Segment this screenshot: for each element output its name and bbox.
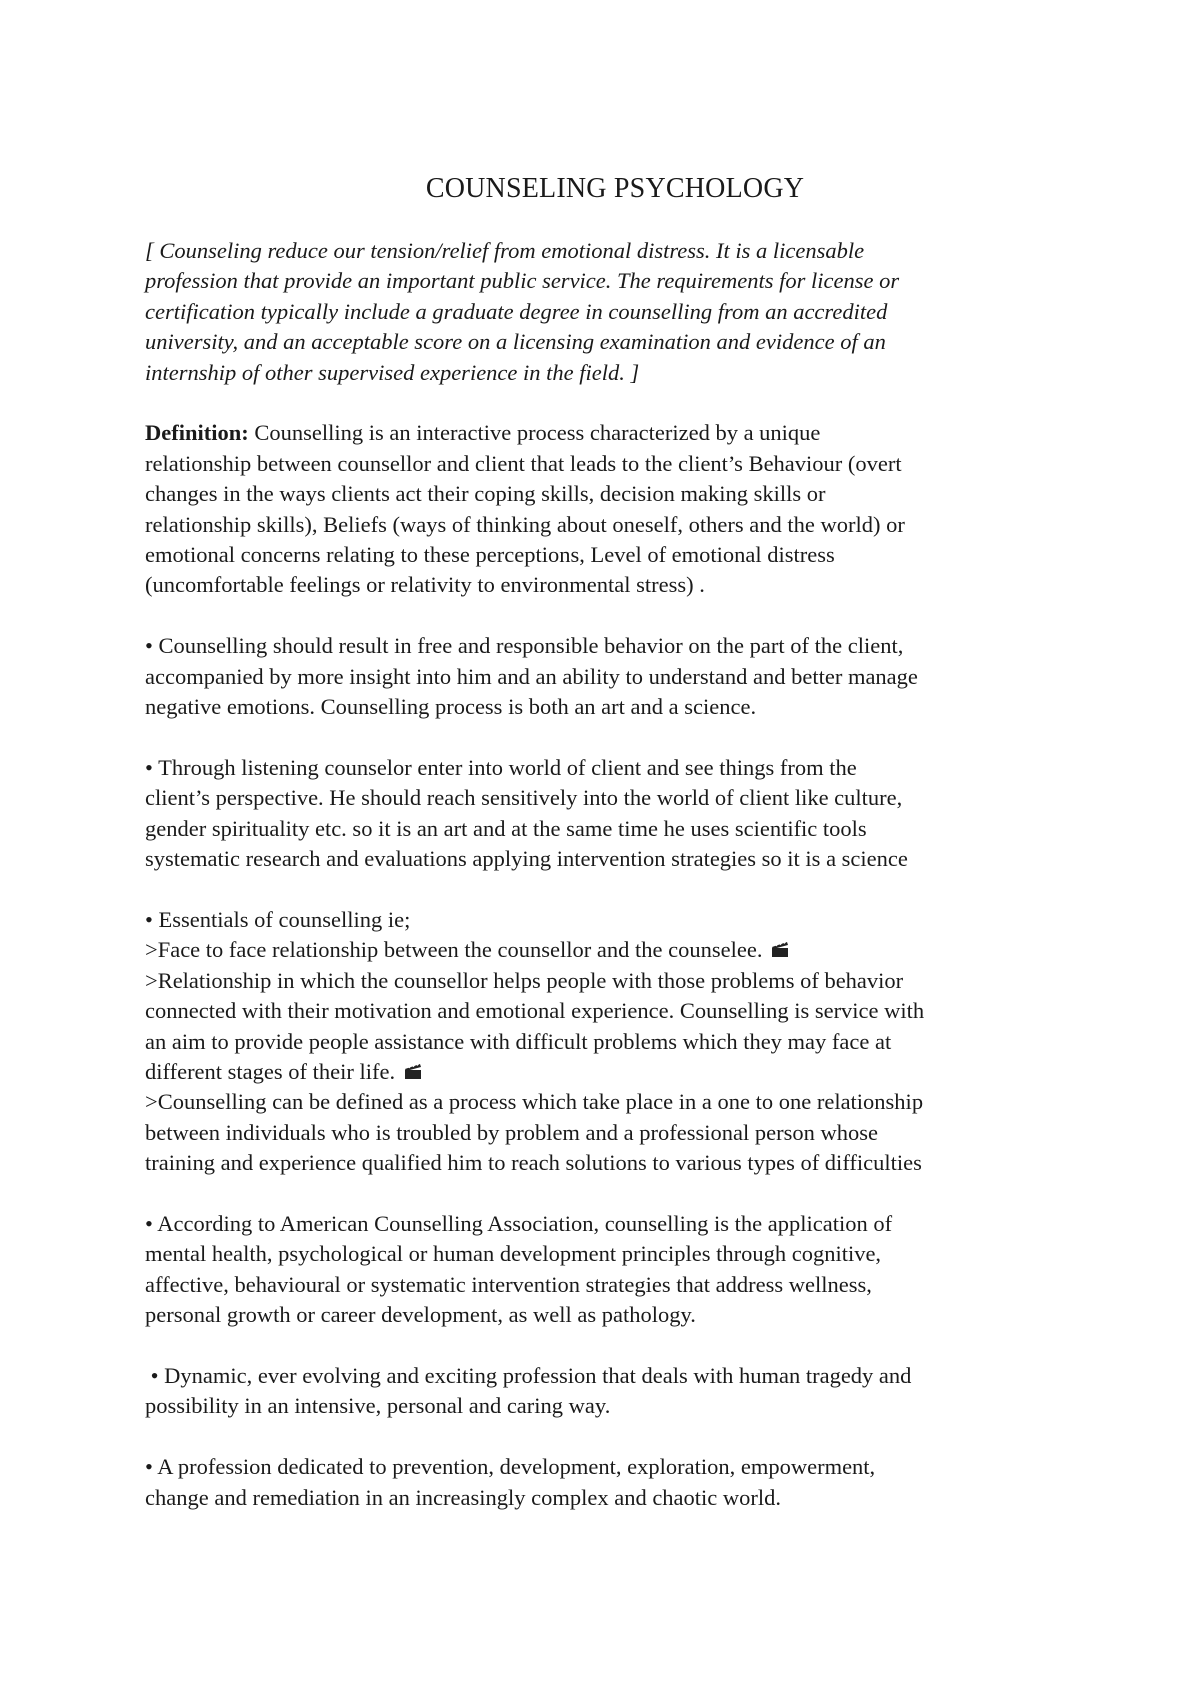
bullet-paragraph-result [145,631,1085,722]
intro-line: university, and an acceptable score on a licensing examination and evidence of an [145,329,886,355]
intro-line: [ Counseling reduce our tension/relief from emotional distress. It is a licensable [145,238,865,263]
essentials-line: • Essentials of counselling ie; [145,906,411,932]
bullet-line: accompanied by more insight into him and an ability to understand and better manage [145,663,918,689]
definition-line: relationship between counsellor and client that leads to the client’s Behaviour (overt [145,450,902,476]
essentials-line: connected with their motivation and emotional experience. Counselling is service with [145,998,925,1024]
essentials-paragraph [145,905,1085,1179]
bullet-line: • Dynamic, ever evolving and exciting profession that deals with human tragedy and [145,1362,912,1388]
intro-paragraph [145,236,1085,388]
clapperboard-icon [403,1062,423,1080]
document-title: COUNSELING PSYCHOLOGY [425,173,805,204]
essentials-line: >Relationship in which the counsellor helps people with those problems of behavior [145,967,904,993]
document-page [145,172,1085,1543]
bullet-line: • According to American Counselling Association, counselling is the application of [145,1210,893,1236]
intro-line: certification typically include a graduate degree in counselling from an accredited [145,298,888,324]
essentials-line [145,1057,1085,1087]
essentials-line: >Counselling can be defined as a process which take place in a one to one relationship [145,1089,924,1115]
bullet-line: • A profession dedicated to prevention, development, exploration, empowerment, [145,1454,876,1480]
clapperboard-icon [770,940,790,958]
bullet-paragraph-profession [145,1452,1085,1513]
definition-line: changes in the ways clients act their coping skills, decision making skills or [145,481,826,507]
intro-line: profession that provide an important public service. The requirements for license or [145,268,900,294]
bullet-line: personal growth or career development, as well as pathology. [145,1302,696,1328]
definition-line: emotional concerns relating to these perceptions, Level of emotional distress [145,542,835,568]
essentials-line [145,935,1085,965]
essentials-line: training and experience qualified him to reach solutions to various types of difficulties [145,1150,922,1176]
bullet-line: systematic research and evaluations applying intervention strategies so it is a science [145,846,908,872]
bullet-paragraph-aca [145,1209,1085,1331]
definition-line: relationship skills), Beliefs (ways of thinking about oneself, others and the world) or [145,511,905,537]
bullet-line: change and remediation in an increasingly complex and chaotic world. [145,1484,782,1510]
bullet-line: negative emotions. Counselling process is both an art and a science. [145,694,757,720]
definition-label: Definition: [145,420,249,446]
essentials-line: an aim to provide people assistance with difficult problems which they may face at [145,1028,892,1054]
bullet-paragraph-dynamic [145,1361,1085,1422]
definition-line [145,418,1085,448]
bullet-line: possibility in an intensive, personal and caring way. [145,1393,611,1419]
essentials-text: different stages of their life. [145,1058,401,1084]
bullet-line: • Through listening counselor enter into world of client and see things from the [145,754,857,780]
bullet-line: mental health, psychological or human development principles through cognitive, [145,1241,882,1267]
bullet-line: client’s perspective. He should reach sensitively into the world of client like culture, [145,785,903,811]
bullet-line: • Counselling should result in free and responsible behavior on the part of the client, [145,633,904,659]
intro-line: internship of other supervised experience in the field. ] [145,359,640,385]
essentials-text: >Face to face relationship between the counsellor and the counselee. [145,937,769,963]
definition-text: Counselling is an interactive process characterized by a unique [248,420,821,446]
bullet-paragraph-listening [145,753,1085,875]
bullet-line: gender spirituality etc. so it is an art and at the same time he uses scientific tools [145,815,867,841]
definition-line: (uncomfortable feelings or relativity to environmental stress) . [145,572,705,598]
definition-paragraph [145,418,1085,600]
essentials-line: between individuals who is troubled by problem and a professional person whose [145,1119,878,1145]
bullet-line: affective, behavioural or systematic intervention strategies that address wellness, [145,1271,872,1297]
